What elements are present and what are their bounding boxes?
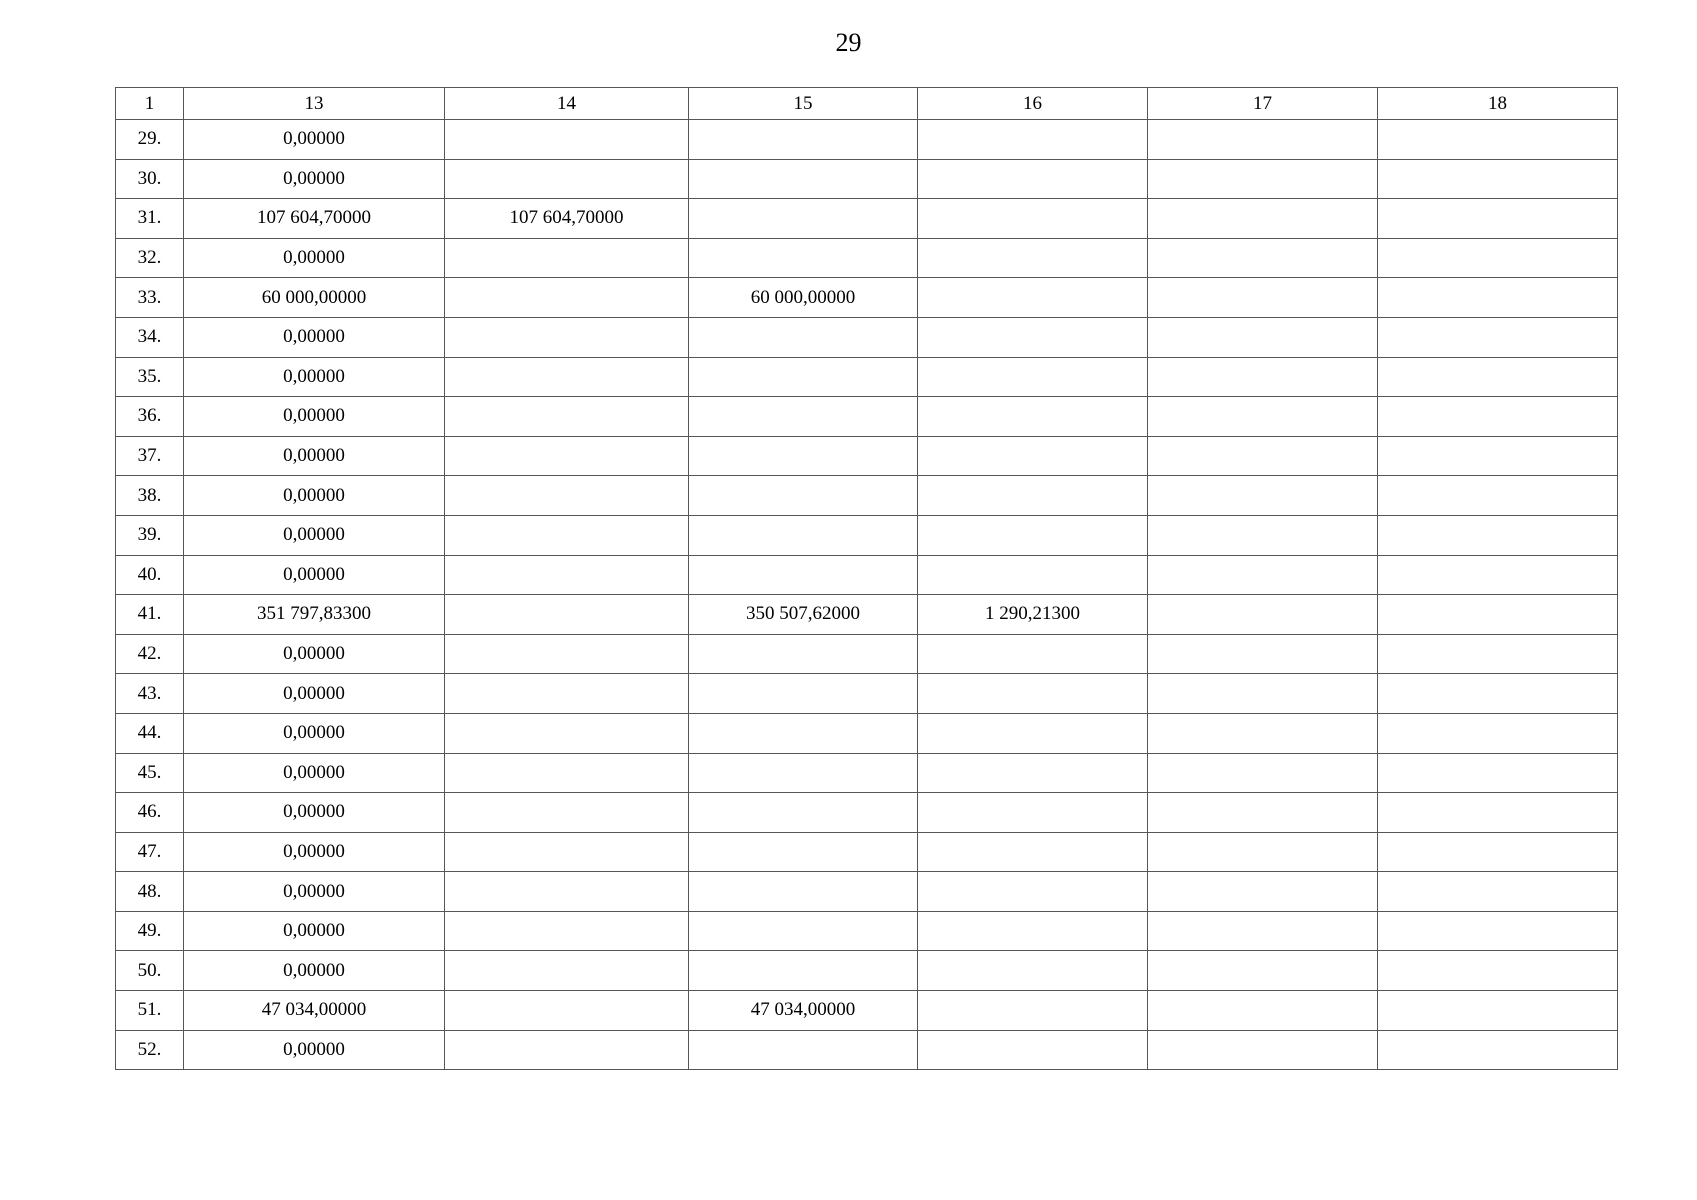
table-cell xyxy=(689,317,918,357)
table-row xyxy=(116,159,1618,199)
table-cell xyxy=(689,199,918,239)
table-cell xyxy=(918,674,1148,714)
table-cell xyxy=(918,159,1148,199)
row-number-cell: 43. xyxy=(116,674,184,714)
table-cell xyxy=(689,753,918,793)
column-header-3: 15 xyxy=(689,88,918,120)
table-cell xyxy=(918,120,1148,160)
table-cell xyxy=(918,911,1148,951)
table-cell: 0,00000 xyxy=(184,357,445,397)
table-cell xyxy=(918,555,1148,595)
table-cell xyxy=(1148,634,1378,674)
table-cell xyxy=(689,713,918,753)
table-cell xyxy=(445,674,689,714)
table-cell xyxy=(689,397,918,437)
table-row xyxy=(116,872,1618,912)
table-row xyxy=(116,120,1618,160)
table-cell: 60 000,00000 xyxy=(184,278,445,318)
table-cell xyxy=(445,595,689,635)
table-cell xyxy=(689,1030,918,1070)
table-cell xyxy=(1378,159,1618,199)
table-cell xyxy=(445,238,689,278)
table-cell xyxy=(689,555,918,595)
row-number-cell: 35. xyxy=(116,357,184,397)
row-number-cell: 36. xyxy=(116,397,184,437)
table-cell xyxy=(1148,991,1378,1031)
table-cell: 0,00000 xyxy=(184,436,445,476)
table-cell: 0,00000 xyxy=(184,753,445,793)
table-cell xyxy=(1378,634,1618,674)
table-row xyxy=(116,753,1618,793)
table-cell xyxy=(1148,476,1378,516)
table-row xyxy=(116,317,1618,357)
table-cell: 47 034,00000 xyxy=(184,991,445,1031)
table-cell xyxy=(445,951,689,991)
table-cell xyxy=(689,793,918,833)
table-cell: 0,00000 xyxy=(184,713,445,753)
table-cell xyxy=(689,872,918,912)
table-cell xyxy=(918,991,1148,1031)
table-cell xyxy=(918,793,1148,833)
table-cell xyxy=(918,753,1148,793)
table-cell: 60 000,00000 xyxy=(689,278,918,318)
table-cell xyxy=(1378,515,1618,555)
row-number-cell: 34. xyxy=(116,317,184,357)
table-cell xyxy=(1148,120,1378,160)
table-cell xyxy=(689,357,918,397)
table-cell xyxy=(445,555,689,595)
table-cell: 47 034,00000 xyxy=(689,991,918,1031)
table-row xyxy=(116,991,1618,1031)
table-cell xyxy=(918,199,1148,239)
column-header-4: 16 xyxy=(918,88,1148,120)
table-cell: 0,00000 xyxy=(184,1030,445,1070)
table-cell xyxy=(918,436,1148,476)
table-cell xyxy=(1378,357,1618,397)
table-cell xyxy=(1148,872,1378,912)
table-row xyxy=(116,555,1618,595)
table-cell xyxy=(445,872,689,912)
table-cell xyxy=(1148,1030,1378,1070)
table-cell xyxy=(445,991,689,1031)
table-cell xyxy=(1378,397,1618,437)
table-cell xyxy=(1148,713,1378,753)
table-cell: 0,00000 xyxy=(184,793,445,833)
table-cell: 0,00000 xyxy=(184,634,445,674)
table-cell xyxy=(689,634,918,674)
row-number-cell: 42. xyxy=(116,634,184,674)
row-number-cell: 37. xyxy=(116,436,184,476)
table-cell xyxy=(689,911,918,951)
table-cell xyxy=(1148,238,1378,278)
column-header-6: 18 xyxy=(1378,88,1618,120)
row-number-cell: 44. xyxy=(116,713,184,753)
table-cell xyxy=(1148,436,1378,476)
table-cell xyxy=(918,1030,1148,1070)
table-row xyxy=(116,476,1618,516)
table-cell xyxy=(445,436,689,476)
table-cell xyxy=(445,515,689,555)
table-cell xyxy=(1148,397,1378,437)
table-cell xyxy=(445,753,689,793)
table-cell xyxy=(445,793,689,833)
table-cell xyxy=(1148,278,1378,318)
table-cell: 107 604,70000 xyxy=(184,199,445,239)
table-cell xyxy=(1378,991,1618,1031)
table-cell xyxy=(445,832,689,872)
table-row xyxy=(116,674,1618,714)
table-cell xyxy=(1378,476,1618,516)
table-cell xyxy=(445,476,689,516)
row-number-cell: 39. xyxy=(116,515,184,555)
table-cell: 351 797,83300 xyxy=(184,595,445,635)
table-cell xyxy=(1378,238,1618,278)
table-cell: 0,00000 xyxy=(184,911,445,951)
table-cell: 0,00000 xyxy=(184,476,445,516)
table-cell xyxy=(1378,278,1618,318)
table-cell xyxy=(1378,1030,1618,1070)
table-cell: 0,00000 xyxy=(184,120,445,160)
table-cell xyxy=(1378,713,1618,753)
row-number-cell: 52. xyxy=(116,1030,184,1070)
row-number-cell: 32. xyxy=(116,238,184,278)
table-row xyxy=(116,1030,1618,1070)
column-header-0: 1 xyxy=(116,88,184,120)
row-number-cell: 30. xyxy=(116,159,184,199)
table-cell xyxy=(445,911,689,951)
table-cell xyxy=(445,634,689,674)
column-header-2: 14 xyxy=(445,88,689,120)
row-number-cell: 51. xyxy=(116,991,184,1031)
table-cell xyxy=(1378,555,1618,595)
table-row xyxy=(116,199,1618,239)
table-cell xyxy=(1378,832,1618,872)
table-cell xyxy=(1148,357,1378,397)
column-header-5: 17 xyxy=(1148,88,1378,120)
table-row xyxy=(116,357,1618,397)
table-cell: 0,00000 xyxy=(184,317,445,357)
row-number-cell: 49. xyxy=(116,911,184,951)
row-number-cell: 41. xyxy=(116,595,184,635)
column-header-1: 13 xyxy=(184,88,445,120)
table-cell xyxy=(918,317,1148,357)
header-row xyxy=(116,88,1618,120)
table-cell xyxy=(918,634,1148,674)
row-number-cell: 46. xyxy=(116,793,184,833)
table-row xyxy=(116,238,1618,278)
table-cell xyxy=(918,713,1148,753)
table-cell xyxy=(1148,199,1378,239)
table-cell: 0,00000 xyxy=(184,951,445,991)
row-number-cell: 38. xyxy=(116,476,184,516)
table-cell xyxy=(1148,832,1378,872)
row-number-cell: 47. xyxy=(116,832,184,872)
table-cell xyxy=(1148,159,1378,199)
table-cell xyxy=(445,357,689,397)
table-cell xyxy=(689,674,918,714)
table-cell xyxy=(689,832,918,872)
table-cell xyxy=(1378,317,1618,357)
row-number-cell: 31. xyxy=(116,199,184,239)
table-row xyxy=(116,911,1618,951)
table-cell: 0,00000 xyxy=(184,397,445,437)
page-number: 29 xyxy=(835,28,862,57)
table-cell: 107 604,70000 xyxy=(445,199,689,239)
table-cell xyxy=(918,357,1148,397)
table-cell xyxy=(918,278,1148,318)
table-cell: 0,00000 xyxy=(184,872,445,912)
table-cell xyxy=(918,951,1148,991)
table-cell xyxy=(1378,674,1618,714)
table-cell xyxy=(1378,872,1618,912)
table-cell xyxy=(689,951,918,991)
table-cell: 350 507,62000 xyxy=(689,595,918,635)
table-cell xyxy=(1378,753,1618,793)
table-cell xyxy=(918,832,1148,872)
table-cell xyxy=(918,515,1148,555)
table-row xyxy=(116,832,1618,872)
table-row xyxy=(116,278,1618,318)
table-cell: 0,00000 xyxy=(184,832,445,872)
table-cell: 0,00000 xyxy=(184,238,445,278)
row-number-cell: 33. xyxy=(116,278,184,318)
table-cell xyxy=(918,872,1148,912)
data-table xyxy=(115,87,1618,1070)
table-cell xyxy=(1148,674,1378,714)
table-row xyxy=(116,713,1618,753)
row-number-cell: 50. xyxy=(116,951,184,991)
table-cell xyxy=(1378,951,1618,991)
table-cell xyxy=(445,278,689,318)
row-number-cell: 29. xyxy=(116,120,184,160)
table-cell: 0,00000 xyxy=(184,515,445,555)
table-cell: 0,00000 xyxy=(184,674,445,714)
table-cell xyxy=(445,317,689,357)
table-cell xyxy=(1148,317,1378,357)
table-cell xyxy=(445,120,689,160)
table-cell xyxy=(689,515,918,555)
table-cell xyxy=(1378,436,1618,476)
row-number-cell: 48. xyxy=(116,872,184,912)
table-row xyxy=(116,397,1618,437)
table-cell xyxy=(1378,595,1618,635)
table-cell xyxy=(445,1030,689,1070)
table-cell xyxy=(1148,753,1378,793)
table-cell xyxy=(445,713,689,753)
table-cell xyxy=(1148,793,1378,833)
table-cell xyxy=(1148,911,1378,951)
table-cell xyxy=(918,397,1148,437)
table-row xyxy=(116,515,1618,555)
table-cell: 0,00000 xyxy=(184,159,445,199)
table-row xyxy=(116,595,1618,635)
table-cell xyxy=(689,159,918,199)
table-cell xyxy=(1378,911,1618,951)
table-cell xyxy=(918,238,1148,278)
table-cell xyxy=(1148,595,1378,635)
table-cell xyxy=(445,397,689,437)
row-number-cell: 40. xyxy=(116,555,184,595)
table-cell: 0,00000 xyxy=(184,555,445,595)
table-row xyxy=(116,436,1618,476)
table-row xyxy=(116,951,1618,991)
table-cell xyxy=(1148,951,1378,991)
table-cell xyxy=(689,436,918,476)
table-row xyxy=(116,793,1618,833)
table-cell xyxy=(1378,120,1618,160)
table-cell xyxy=(1378,199,1618,239)
table-body xyxy=(116,120,1618,1070)
table-cell xyxy=(445,159,689,199)
table-cell xyxy=(1148,555,1378,595)
table-cell xyxy=(1378,793,1618,833)
table-row xyxy=(116,634,1618,674)
table-cell: 1 290,21300 xyxy=(918,595,1148,635)
table-cell xyxy=(918,476,1148,516)
row-number-cell: 45. xyxy=(116,753,184,793)
table-cell xyxy=(689,476,918,516)
table-cell xyxy=(689,120,918,160)
table-cell xyxy=(689,238,918,278)
table-cell xyxy=(1148,515,1378,555)
